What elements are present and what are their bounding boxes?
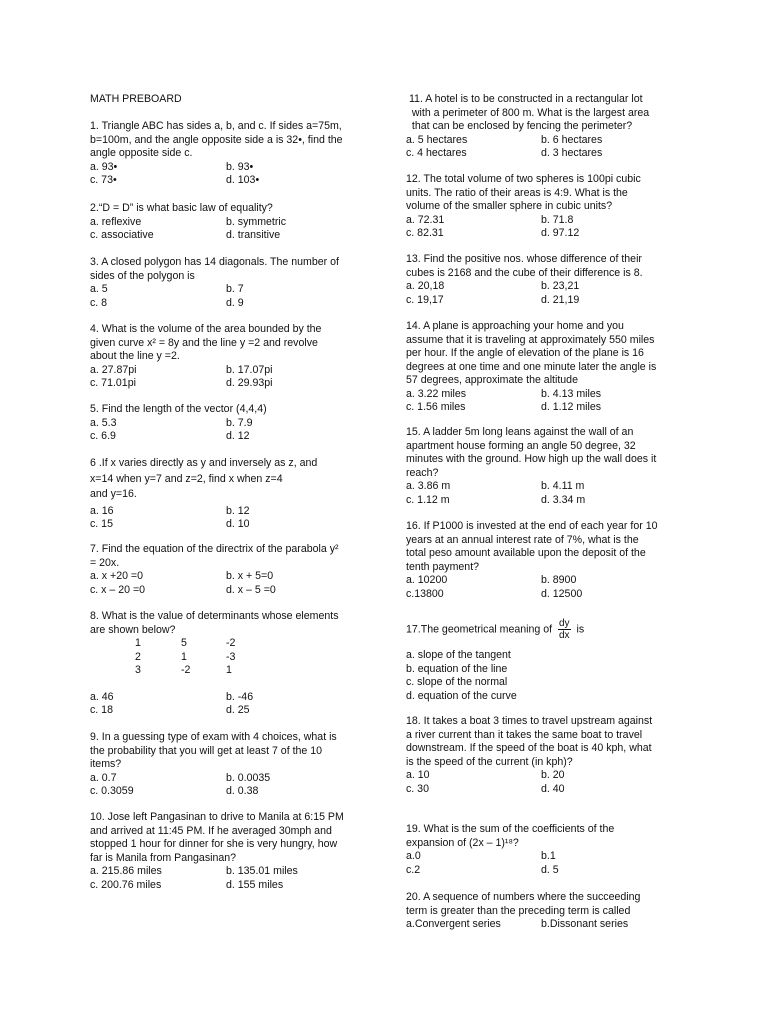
question-2 [90, 202, 362, 243]
question-stem: 57 degrees, approximate the altitude [406, 374, 578, 386]
matrix-cell: 1 [226, 664, 232, 676]
question-stem: that can be enclosed by fencing the perimeter? [406, 120, 633, 132]
question-stem: x=14 when y=7 and z=2, find x when z=4 [90, 472, 283, 485]
question-20 [406, 891, 678, 932]
choice: b.1 [541, 850, 556, 862]
question-stem: 19. What is the sum of the coefficients of the [406, 823, 615, 835]
matrix-cell: -3 [226, 650, 236, 663]
choice-row [406, 227, 678, 241]
question-stem: 13. Find the positive nos. whose difference of their [406, 253, 642, 265]
choice: a. 10 [406, 769, 430, 781]
matrix-row [90, 651, 362, 665]
question-stem: reach? [406, 466, 439, 479]
choice: c. 4 hectares [406, 147, 467, 159]
choice: b. 135.01 miles [226, 865, 298, 877]
question-stem: stopped 1 hour for dinner for she is very hungry, how [90, 838, 338, 850]
choice: b. 17.07pi [226, 363, 273, 376]
question-6 [90, 457, 362, 532]
choice: d. 29.93pi [226, 377, 273, 389]
choice-row [90, 297, 362, 311]
question-4 [90, 323, 362, 391]
choice: b. 0.0035 [226, 771, 271, 784]
question-13 [406, 253, 678, 307]
choice: c. 200.76 miles [90, 878, 162, 891]
option: a. slope of the tangent [406, 649, 511, 661]
choice: a. 27.87pi [90, 363, 137, 376]
choice: a. x +20 =0 [90, 570, 144, 582]
question-3 [90, 256, 362, 310]
choice: b. symmetric [226, 215, 287, 228]
choice-row [90, 785, 362, 799]
choice: d. 40 [541, 782, 565, 795]
question-stem: volume of the smaller sphere in cubic units? [406, 200, 613, 212]
choice-row [406, 388, 678, 402]
question-stem: 11. A hotel is to be constructed in a rectangular lot [406, 93, 643, 105]
choice: c. 6.9 [90, 430, 116, 442]
choice: c. 73• [90, 174, 117, 186]
question-stem: units. The ratio of their areas is 4:9. What is the [406, 186, 628, 199]
question-stem: 12. The total volume of two spheres is 100pi cubic [406, 173, 641, 185]
choice: c. 19,17 [406, 293, 444, 306]
question-stem: b=100m, and the angle opposite side a is 32•, find the [90, 133, 343, 146]
choice: b. 4.13 miles [541, 387, 602, 400]
choice-row [406, 918, 678, 932]
choice-row [90, 704, 362, 718]
question-stem: apartment house forming an angle 50 degree, 32 [406, 439, 636, 452]
question-stem: far is Manila from Pangasinan? [90, 851, 237, 864]
question-stem: term is greater than the preceding term is called [406, 904, 631, 917]
choice-row [90, 865, 362, 879]
choice: d. 0.38 [226, 785, 259, 797]
question-stem: 17.The geometrical meaning of $\frac{dy}{dx}$ is [406, 618, 585, 641]
choice: c. 1.56 miles [406, 401, 466, 413]
choice: a. 5 [90, 283, 108, 295]
choice: a. 72.31 [406, 213, 445, 226]
choice: a. reflexive [90, 215, 142, 228]
question-stem: and y=16. [90, 488, 137, 500]
choice: a. 93• [90, 160, 118, 173]
question-stem: 4. What is the volume of the area bounded by the [90, 323, 322, 335]
question-stem: with a perimeter of 800 m. What is the largest area [406, 106, 650, 119]
question-stem: = 20x. [90, 556, 120, 569]
question-stem: 2.“D = D” is what basic law of equality? [90, 202, 273, 214]
question-11 [406, 93, 678, 161]
question-1 [90, 120, 362, 188]
choice: b. 6 hectares [541, 133, 603, 146]
question-stem: total peso amount available upon the deposit of the [406, 547, 646, 559]
choice-row [406, 574, 678, 588]
matrix-cell: -2 [226, 637, 236, 649]
choice-row [90, 229, 362, 243]
choice-row [90, 691, 362, 705]
choice: b. 93• [226, 160, 254, 173]
question-stem: are shown below? [90, 623, 176, 636]
choice-row [406, 864, 678, 878]
choice: d. 97.12 [541, 227, 580, 239]
question-stem: is the speed of the current (in kph)? [406, 755, 573, 768]
question-stem: about the line y =2. [90, 350, 180, 362]
choice: a. 0.7 [90, 771, 117, 784]
choice-row [90, 570, 362, 584]
page-title: MATH PREBOARD [90, 93, 182, 105]
question-16 [406, 520, 678, 601]
choice: d. 1.12 miles [541, 401, 602, 413]
question-stem: and arrived at 11:45 PM. If he averaged 30mph and [90, 824, 332, 837]
question-stem: expansion of (2x – 1)¹⁸? [406, 836, 519, 849]
choice: d. 9 [226, 296, 244, 309]
question-stem: 8. What is the value of determinants whose elements [90, 610, 339, 622]
question-stem: 14. A plane is approaching your home and you [406, 320, 624, 332]
choice-row [406, 401, 678, 415]
choice: d. 103• [226, 174, 260, 186]
choice-row [90, 879, 362, 893]
choice: c. 15 [90, 518, 113, 530]
choice-row [406, 280, 678, 294]
choice-row [90, 772, 362, 786]
choice: a. 215.86 miles [90, 865, 162, 877]
question-stem: sides of the polygon is [90, 269, 195, 282]
choice-row [90, 505, 362, 519]
choice: c.2 [406, 863, 421, 876]
choice-row [90, 174, 362, 188]
choice-row [406, 769, 678, 783]
choice-row [406, 214, 678, 228]
matrix-cell: 2 [135, 650, 141, 663]
question-stem: degrees at one time and one minute later the angle is [406, 360, 657, 373]
choice: b. 23,21 [541, 280, 580, 292]
question-stem: 16. If P1000 is invested at the end of each year for 10 [406, 520, 658, 532]
question-19 [406, 823, 678, 877]
question-stem: tenth payment? [406, 560, 480, 573]
choice: a. 3.86 m [406, 480, 451, 492]
question-stem: 9. In a guessing type of exam with 4 choices, what is [90, 731, 337, 743]
choice-row [406, 480, 678, 494]
question-stem: given curve x² = 8y and the line y =2 and revolve [90, 336, 318, 349]
question-stem: a river current than it takes the same boat to travel [406, 728, 643, 741]
choice: b.Dissonant series [541, 918, 629, 930]
choice: a. 16 [90, 504, 114, 517]
matrix-row [90, 637, 362, 651]
choice: a. 5 hectares [406, 133, 468, 146]
question-12 [406, 173, 678, 241]
choice: a.Convergent series [406, 918, 501, 930]
choice: b. 8900 [541, 574, 577, 586]
question-5 [90, 403, 362, 444]
option: b. equation of the line [406, 662, 508, 675]
matrix-row [90, 664, 362, 678]
choice-row [406, 294, 678, 308]
choice: a.0 [406, 850, 421, 862]
question-stem: 3. A closed polygon has 14 diagonals. The number of [90, 256, 339, 268]
choice: d. 21,19 [541, 293, 580, 306]
option: d. equation of the curve [406, 689, 517, 702]
choice-row [406, 783, 678, 797]
choice: c. 18 [90, 704, 113, 716]
question-stem: 7. Find the equation of the directrix of the parabola y² [90, 543, 339, 555]
question-stem: assume that it is traveling at approximately 550 miles [406, 333, 655, 346]
choice: c.13800 [406, 587, 444, 600]
question-stem: 6 .If x varies directly as y and inversely as z, and [90, 457, 318, 469]
choice: c. 8 [90, 296, 108, 309]
choice: d. 12 [226, 430, 250, 442]
question-stem: items? [90, 758, 122, 770]
choice: a. 20,18 [406, 280, 445, 292]
matrix-cell: 3 [135, 664, 141, 676]
choice-row [406, 494, 678, 508]
question-stem: the probability that you will get at least 7 of the 10 [90, 744, 323, 757]
question-stem: 1. Triangle ABC has sides a, b, and c. If sides a=75m, [90, 120, 342, 132]
choice: b. 4.11 m [541, 480, 585, 492]
choice: b. 7.9 [226, 416, 253, 429]
choice: c. x – 20 =0 [90, 583, 146, 596]
matrix-cell: -2 [181, 664, 191, 676]
choice-row [90, 417, 362, 431]
question-stem: years at an annual interest rate of 7%, what is the [406, 533, 639, 546]
dy-dx-fraction: $\frac{dy}{dx}$ [559, 618, 570, 641]
matrix-cell: 1 [181, 650, 187, 663]
choice: b. 7 [226, 283, 244, 295]
choice-row [90, 283, 362, 297]
choice-row [90, 584, 362, 598]
question-stem: 15. A ladder 5m long leans against the wall of an [406, 426, 634, 438]
choice: a. 5.3 [90, 416, 117, 429]
choice-row [90, 377, 362, 391]
choice: c. 1.12 m [406, 493, 450, 506]
choice: b. 71.8 [541, 213, 574, 226]
choice: c. associative [90, 229, 154, 241]
question-7 [90, 543, 362, 597]
choice: c. 82.31 [406, 227, 444, 239]
choice-row [90, 364, 362, 378]
choice: d. 25 [226, 704, 250, 716]
choice-row [406, 850, 678, 864]
question-stem: 10. Jose left Pangasinan to drive to Manila at 6:15 PM [90, 811, 344, 823]
matrix-cell: 1 [135, 637, 141, 649]
choice-row [406, 588, 678, 602]
choice: d. 12500 [541, 587, 583, 600]
option: c. slope of the normal [406, 676, 508, 688]
choice: d. transitive [226, 229, 281, 241]
choice: d. 3 hectares [541, 147, 603, 159]
choice: c. 71.01pi [90, 377, 136, 389]
question-stem: 18. It takes a boat 3 times to travel upstream against [406, 715, 653, 727]
choice: c. 30 [406, 782, 429, 795]
question-stem: minutes with the ground. How high up the wall does it [406, 453, 657, 465]
choice-row [90, 430, 362, 444]
choice: a. 3.22 miles [406, 387, 467, 400]
question-14 [406, 320, 678, 415]
choice-row [90, 216, 362, 230]
choice: a. 46 [90, 690, 114, 703]
choice: d. x – 5 =0 [226, 583, 276, 596]
choice: d. 155 miles [226, 878, 284, 891]
choice: b. -46 [226, 690, 254, 703]
choice: b. 12 [226, 504, 250, 517]
choice-row [90, 161, 362, 175]
question-15 [406, 426, 678, 507]
choice: a. 10200 [406, 574, 448, 586]
question-17 [406, 618, 678, 703]
question-stem: cubes is 2168 and the cube of their difference is 8. [406, 266, 643, 279]
choice: c. 0.3059 [90, 785, 134, 797]
question-stem: per hour. If the angle of elevation of the plane is 16 [406, 347, 644, 359]
choice: d. 5 [541, 863, 559, 876]
choice: d. 3.34 m [541, 493, 586, 506]
choice-row [406, 147, 678, 161]
choice: b. 20 [541, 769, 565, 781]
choice-row [90, 518, 362, 532]
choice-row [406, 134, 678, 148]
question-8 [90, 610, 362, 718]
question-stem: 20. A sequence of numbers where the succeeding [406, 891, 641, 903]
question-stem: angle opposite side c. [90, 147, 193, 159]
matrix-cell: 5 [181, 637, 187, 649]
question-stem: 5. Find the length of the vector (4,4,4) [90, 403, 267, 415]
question-9 [90, 731, 362, 799]
choice: d. 10 [226, 518, 250, 530]
question-10 [90, 811, 362, 892]
question-stem: downstream. If the speed of the boat is 40 kph, what [406, 742, 652, 754]
choice: b. x + 5=0 [226, 570, 274, 582]
question-18 [406, 715, 678, 796]
